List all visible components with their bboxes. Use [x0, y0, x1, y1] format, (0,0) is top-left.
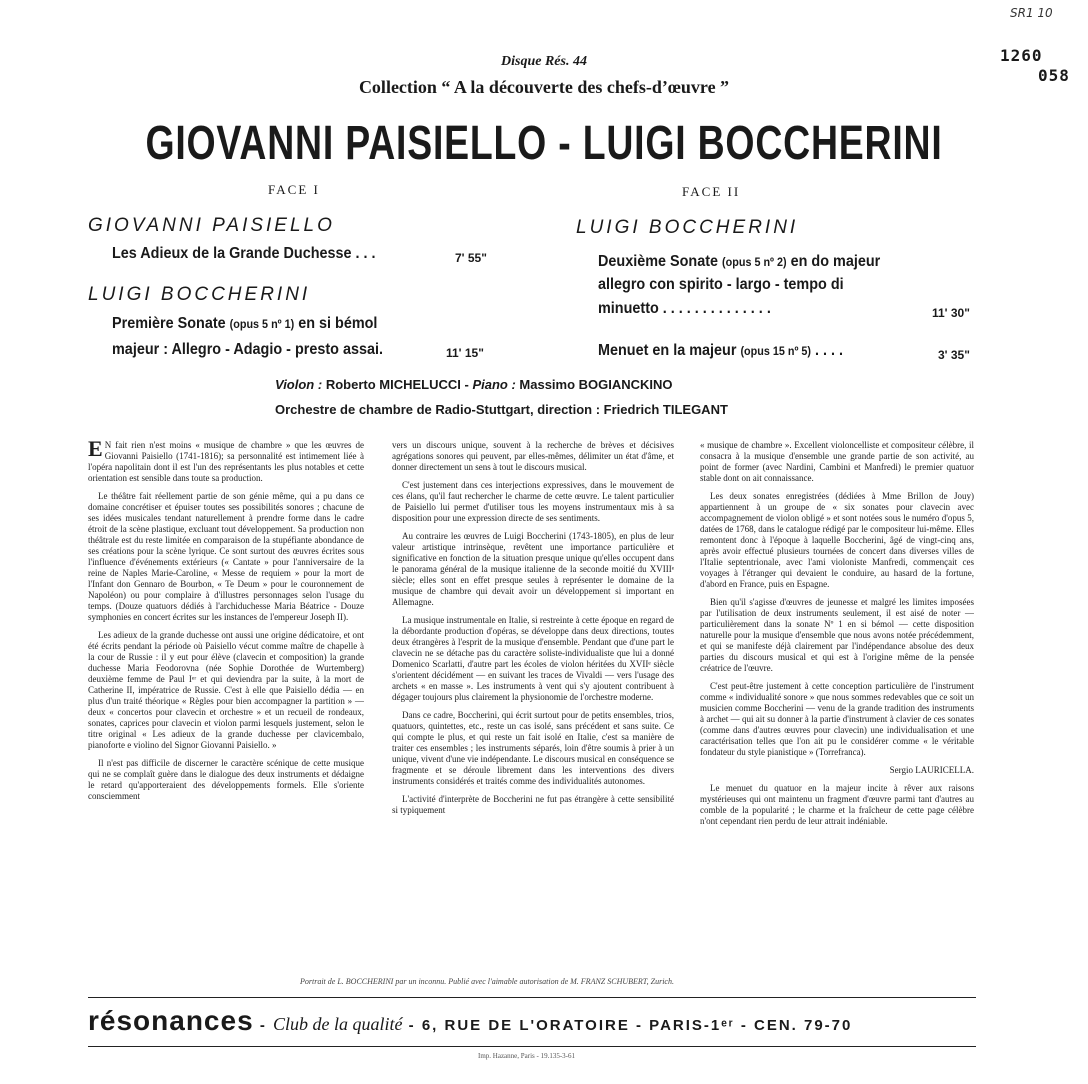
face1-track1-title: Les Adieux de la Grande Duchesse . . . [112, 245, 376, 262]
orchestra-line: Orchestre de chambre de Radio-Stuttgart, direction : Friedrich TILEGANT [275, 402, 728, 417]
dropcap: E [88, 440, 103, 461]
notes-col2-p5: Dans ce cadre, Boccherini, qui écrit surtout pour de petits ensembles, trios, quatuors, quintettes, etc., reste un cas isolé, sans précédent et sans suite. Ce qui compte le plus, et qui reste un fait isolé en Italie, c'est sa manière de traiter ces ensembles ; les instruments séparés, loin d'être soumis à prier à un unique, vivent d'une vie indépendante. Le discours musical en conséquence se fragmente et se déroule librement dans les interventions des divers instruments considérés et traités comme des individualités autonomes. [392, 710, 674, 786]
face2-track1-duration: 11' 30" [932, 306, 970, 320]
face1-composer-paisiello: GIOVANNI PAISIELLO [88, 215, 335, 236]
notes-col1-p1: E N fait rien n'est moins « musique de chambre » que les œuvres de Giovanni Paisiello (1741-1816); sa personnalité est intimement liée à l'opéra napolitain dont il est l'un des représentants les plus notables et cette orientation est sensible dans toute sa production. [88, 440, 364, 483]
collection-title: Collection “ A la découverte des chefs-d’œuvre ” [358, 77, 730, 97]
footer-rule-top [88, 997, 976, 998]
notes-column-1 [88, 440, 364, 910]
face2-track2: Menuet en la majeur (opus 15 nº 5) . . . . [598, 342, 844, 359]
notes-column-3 [700, 440, 974, 970]
notes-col3-p1: « musique de chambre ». Excellent violoncelliste et compositeur célèbre, il consacra à la musique d'ensemble une grande partie de son activité, au point de former (avec Nardini, Cambini et Manfredi) le premier quatuor stable dont on ait connaissance. [700, 440, 974, 483]
handwritten-note: SR1 10 [1010, 6, 1053, 20]
notes-col3-p6: Le menuet du quatuor en la majeur incite à rêver aux raisons mystérieuses qui ont maintenu un fragment d'œuvre parmi tant d'autres au comble de la popularité ; le charme et la fraîcheur de cette page célèbre n'ont cependant rien perdu de leur attrait indéniable. [700, 783, 974, 826]
notes-signature: Sergio LAURICELLA. [889, 765, 974, 775]
notes-col1-p3: Les adieux de la grande duchesse ont aussi une origine dédicatoire, et ont été écrits pendant la période où Paisiello vécut comme maître de chapelle à la cour de Russie : il y eut pour élève (clavecin et composition) la grande duchesse Maria Feodorovna (née Sophie Dorothée de Wurtemberg) deuxième femme de Paul Iᵉʳ et qui deviendra par la suite, à la mort de Catherine II, impératrice de Russie. C'est à elle que Paisiello dédia — en plus d'un traité théorique « Règles pour bien accompagner la partition » — deux « concertos pour clavecin et orchestre » et un recueil de rondeaux, sonates, caprices pour clavecin et violon parmi lesquels justement, selon le titre original « Les adieux de la grande duchesse per clavicembalo, pianoforte e violino del Signor Giovanni Paisiello. » [88, 630, 364, 750]
face2-track1-line1: Deuxième Sonate (opus 5 nº 2) en do majeur [598, 253, 881, 270]
portrait-credit: Portrait de L. BOCCHERINI par un inconnu. Publié avec l'aimable autorisation de M. FRANZ SCHUBERT, Zurich. [300, 977, 674, 986]
main-title: GIOVANNI PAISIELLO - LUIGI BOCCHERINI [145, 117, 943, 170]
notes-col3-p2: Les deux sonates enregistrées (dédiées à Mme Brillon de Jouy) appartiennent à un groupe de « six sonates pour clavecin avec accompagnement de violon obligé » et sont notées sous le numéro d'opus 5, datées de 1768, dans le catalogue rédigé par le compositeur lui-même. Elles remontent donc à l'époque à laquelle Boccherini, âgé de vingt-cinq ans, après avoir effectué plusieurs tournées de concert dans diverses villes de l'Italie septentrionale, avec l'ami violoniste Manfredi, commençait ces voyages à l'étranger qui devaient le conduire, au hasard de la fortune, d'abord en France, puis en Espagne. [700, 491, 974, 589]
face2-track1-line3: minuetto . . . . . . . . . . . . . . [598, 300, 771, 317]
footer-slogan: Club de la qualité [272, 1014, 403, 1034]
notes-col2-p3: Au contraire les œuvres de Luigi Boccherini (1743-1805), en plus de leur valeur artistique intrinsèque, revêtent une importance particulière et significative en fonction de la situation presque unique qu'elles occupent dans le panorama général de la musique italienne de la seconde moitié du XVIIIᵉ siècle; elles sont en effet presque seules à représenter le domaine de la musique de chambre qui devait avoir un développement si important en Allemagne. [392, 531, 674, 607]
footer-rule-bottom [88, 1046, 976, 1047]
footer-line: résonances - Club de la qualité - 6, RUE DE L'ORATOIRE - PARIS-1ᵉʳ - CEN. 79-70 [88, 1005, 853, 1036]
notes-col3-p3: Bien qu'il s'agisse d'œuvres de jeunesse et malgré les limites imposées par l'utilisation de deux instruments seulement, il est aisé de noter — particulièrement dans la sonate Nº 1 en si bémol — cette disposition naturelle pour la musique d'ensemble que nous avons notée précédemment, et qui se manifeste déjà clairement par l'indépendance absolue des deux parties du discours musical et qui est à l'origine même de la pensée créatrice de l'œuvre. [700, 597, 974, 673]
face2-composer: LUIGI BOCCHERINI [576, 217, 799, 238]
face2-label: FACE II [682, 184, 741, 199]
notes-col2-p4: La musique instrumentale en Italie, si restreinte à cette époque en regard de la débordante production d'opéras, se développe dans deux directions, toutes deux étrangères à l'esprit de la musique d'ensemble. Pendant que d'une part le clavecin ne se détache pas du caractère soliste-individualiste que lui a donné Domenico Scarlatti, d'autre part les écoles de violon héritées du XVIIᵉ siècle s'orientent décidément — en suivant les traces de Vivaldi — vers l'usage des archets « en masse ». Les instruments à vent qui s'y ajoutent contribuent à dégager toujours plus clairement la physionomie de l'orchestre moderne. [392, 615, 674, 702]
face1-track2-duration: 11' 15" [446, 346, 484, 360]
notes-col3-p4: C'est peut-être justement à cette conception particulière de l'instrument comme « individualité sonore » que nous sommes redevables que ce soit un musicien comme Boccherini — venu de la grande tradition des instruments à archet — qui ait su donner à la partie d'instrument à clavier de ces sonates (comme dans d'autres œuvres pour clavecin) une individualisation et une caractérisation telles que l'on ait pu le considérer comme « le véritable fondateur du style pianistique » (Torrefranca). [700, 681, 974, 757]
face1-track1-duration: 7' 55" [455, 251, 487, 265]
notes-column-2 [392, 440, 674, 910]
notes-col1-p2: Le théâtre fait réellement partie de son génie même, qui a pu dans ce domaine concrétiser et épuiser toutes ses possibilités sonores ; chacune de ses idées musicales tendant naturellement à prendre forme dans le cadre étroit de la scène plastique, excluant tout développement. Sa production non théâtrale est du reste limitée en comparaison de la stupéfiante abondance de ses créations pour la scène lyrique. Ce sont surtout des œuvres écrites sous l'influence d'événements extérieurs (« Cantate » pour l'anniversaire de la reine de Naples Marie-Caroline, « Messe de requiem » pour la mort de l'Infant don Gennaro de Bourbon, « Te Deum » pour le couronnement de Napoléon) ou pour complaire à d'illustres personnages selon l'usage du temps. (Douze quatuors dédiés à l'archiduchesse Maria Béatrice - Douze symphonies en concert écrites sur les instances de l'empereur Joseph II). [88, 491, 364, 622]
performers-line: Violon : Roberto MICHELUCCI - Piano : Massimo BOGIANCKINO [275, 377, 673, 392]
footer-address: - 6, RUE DE L'ORATOIRE - PARIS-1ᵉʳ - CEN. 79-70 [408, 1017, 853, 1034]
imprint: Imp. Hazanne, Paris - 19.135-3-61 [478, 1052, 576, 1060]
face1-track2-line2: majeur : Allegro - Adagio - presto assai. [112, 341, 383, 358]
face2-track2-duration: 3' 35" [938, 348, 970, 362]
disque-label: Disque Rés. 44 [501, 54, 587, 69]
brand-resonances: résonances [88, 1005, 254, 1036]
notes-col1-p4: Il n'est pas difficile de discerner le caractère scénique de cette musique qui ne se complaît guère dans le dialogue des deux instruments et dédaigne le retard qu'apporteraient des développements formels. Elle s'oriente consciemment [88, 758, 364, 801]
face1-track2-line1: Première Sonate (opus 5 nº 1) en si bémol [112, 315, 378, 332]
face1-label: FACE I [268, 182, 320, 197]
catalog-number-1: 1260 [1000, 46, 1043, 65]
catalog-number-2: 058 [1038, 66, 1070, 85]
face1-composer-boccherini: LUIGI BOCCHERINI [88, 284, 311, 305]
notes-col2-p1: vers un discours unique, souvent à la recherche de brèves et décisives agrégations sonores qui peuvent, par elles-mêmes, délimiter un état d'âme, et donner directement un sens à tout le discours musical. [392, 440, 674, 472]
notes-col2-p2: C'est justement dans ces interjections expressives, dans le mouvement de ces élans, qu'il faut rechercher le charme de cette œuvre. Le talent particulier de Paisiello lui permet d'utiliser tous les moyens instrumentaux mis à sa disposition pour une expression directe de ses sentiments. [392, 480, 674, 523]
notes-col2-p6: L'activité d'interprète de Boccherini ne fut pas étrangère à cette sensibilité si typiquement [392, 794, 674, 815]
face2-track1-line2: allegro con spirito - largo - tempo di [598, 276, 844, 293]
